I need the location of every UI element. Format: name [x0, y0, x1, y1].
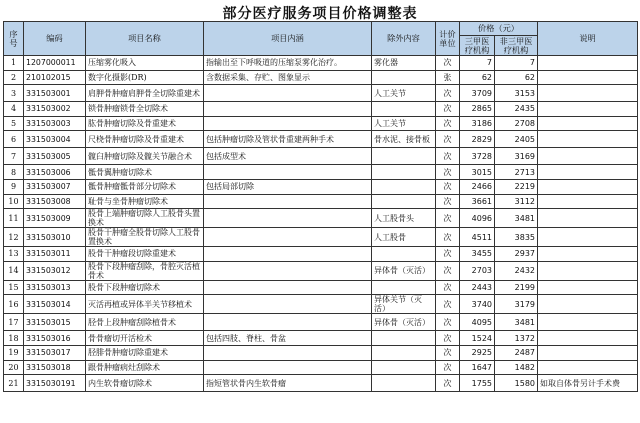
row-exclude	[372, 360, 436, 375]
row-exclude	[372, 247, 436, 262]
header-content: 项目内涵	[204, 22, 372, 56]
row-exclude: 骨水泥、接骨板	[372, 131, 436, 148]
row-unit: 次	[436, 116, 460, 131]
row-code: 331503008	[24, 194, 86, 209]
table-row	[4, 314, 638, 331]
row-exclude	[372, 194, 436, 209]
row-price-a: 4511	[460, 228, 495, 247]
row-unit: 次	[436, 295, 460, 314]
table-row	[4, 102, 638, 117]
row-unit: 次	[436, 314, 460, 331]
table-row	[4, 56, 638, 71]
row-name: 数字化摄影(DR)	[86, 70, 204, 85]
row-price-a: 3709	[460, 85, 495, 102]
row-name: 股骨下段肿瘤切除术	[86, 280, 204, 295]
row-note	[538, 85, 638, 102]
row-name: 股骨上端肿瘤切除人工股骨头置换术	[86, 209, 204, 228]
row-note	[538, 280, 638, 295]
table-row	[4, 209, 638, 228]
row-price-b: 2487	[495, 345, 538, 360]
row-note	[538, 209, 638, 228]
row-name: 内生软骨瘤切除术	[86, 375, 204, 392]
row-exclude	[372, 179, 436, 194]
row-price-a: 2925	[460, 345, 495, 360]
row-unit: 次	[436, 85, 460, 102]
row-exclude: 异体骨（灭活）	[372, 314, 436, 331]
row-exclude	[372, 102, 436, 117]
row-price-a: 1524	[460, 331, 495, 346]
row-code: 331503017	[24, 345, 86, 360]
row-seq: 16	[4, 295, 24, 314]
row-name: 跟骨肿瘤病灶刮除术	[86, 360, 204, 375]
row-name: 胫腓骨肿瘤切除重建术	[86, 345, 204, 360]
row-name: 骶骨翼肿瘤切除术	[86, 165, 204, 180]
row-price-a: 3455	[460, 247, 495, 262]
header-code: 编码	[24, 22, 86, 56]
row-unit: 次	[436, 247, 460, 262]
row-code: 331503018	[24, 360, 86, 375]
row-content	[204, 247, 372, 262]
row-name: 骨骨瘤切开活检术	[86, 331, 204, 346]
row-unit: 次	[436, 360, 460, 375]
row-content: 包括局部切除	[204, 179, 372, 194]
row-seq: 15	[4, 280, 24, 295]
table-row	[4, 331, 638, 346]
row-code: 331503001	[24, 85, 86, 102]
header-note: 说明	[538, 22, 638, 56]
table-row	[4, 70, 638, 85]
row-unit: 次	[436, 331, 460, 346]
row-seq: 2	[4, 70, 24, 85]
table-row	[4, 280, 638, 295]
row-exclude: 人工股骨	[372, 228, 436, 247]
table-row	[4, 247, 638, 262]
row-price-b: 2937	[495, 247, 538, 262]
row-price-a: 7	[460, 56, 495, 71]
row-name: 股骨干肿瘤段切除重建术	[86, 247, 204, 262]
row-exclude	[372, 165, 436, 180]
row-code: 331503002	[24, 102, 86, 117]
header-price-a: 三甲医疗机构	[460, 36, 495, 56]
row-note	[538, 165, 638, 180]
table-row	[4, 194, 638, 209]
row-seq: 1	[4, 56, 24, 71]
row-code: 331503012	[24, 261, 86, 280]
row-content	[204, 261, 372, 280]
row-unit: 张	[436, 70, 460, 85]
row-code: 331503014	[24, 295, 86, 314]
row-note	[538, 331, 638, 346]
row-code: 331503015	[24, 314, 86, 331]
row-price-b: 2405	[495, 131, 538, 148]
row-exclude	[372, 70, 436, 85]
row-unit: 次	[436, 261, 460, 280]
row-price-b: 3179	[495, 295, 538, 314]
row-seq: 8	[4, 165, 24, 180]
row-price-b: 2219	[495, 179, 538, 194]
row-price-b: 3481	[495, 209, 538, 228]
row-name: 胫骨上段肿瘤刮除植骨术	[86, 314, 204, 331]
row-unit: 次	[436, 228, 460, 247]
row-name: 肩胛骨肿瘤肩胛骨全切除重建术	[86, 85, 204, 102]
row-unit: 次	[436, 375, 460, 392]
row-exclude: 雾化器	[372, 56, 436, 71]
row-price-a: 3728	[460, 148, 495, 165]
row-seq: 6	[4, 131, 24, 148]
row-seq: 18	[4, 331, 24, 346]
row-seq: 9	[4, 179, 24, 194]
row-unit: 次	[436, 280, 460, 295]
row-exclude: 异体骨（灭活）	[372, 261, 436, 280]
row-exclude	[372, 331, 436, 346]
row-note	[538, 116, 638, 131]
row-content	[204, 116, 372, 131]
table-row	[4, 360, 638, 375]
table-row	[4, 295, 638, 314]
header-exclude: 除外内容	[372, 22, 436, 56]
row-price-a: 3186	[460, 116, 495, 131]
row-content	[204, 209, 372, 228]
row-seq: 21	[4, 375, 24, 392]
table-row	[4, 131, 638, 148]
row-price-a: 2703	[460, 261, 495, 280]
row-exclude	[372, 375, 436, 392]
row-note: 如取自体骨另计手术费	[538, 375, 638, 392]
row-seq: 3	[4, 85, 24, 102]
row-content	[204, 194, 372, 209]
row-content: 包括四肢、脊柱、骨盆	[204, 331, 372, 346]
row-content: 含数据采集、存贮、图象显示	[204, 70, 372, 85]
row-name: 股骨下段肿瘤刮除，骨腔灭活植骨术	[86, 261, 204, 280]
row-price-b: 1372	[495, 331, 538, 346]
table-row	[4, 85, 638, 102]
row-price-a: 2443	[460, 280, 495, 295]
row-seq: 17	[4, 314, 24, 331]
row-price-a: 2466	[460, 179, 495, 194]
row-content	[204, 85, 372, 102]
row-note	[538, 295, 638, 314]
row-name: 骶骨肿瘤骶骨部分切除术	[86, 179, 204, 194]
row-unit: 次	[436, 148, 460, 165]
row-note	[538, 148, 638, 165]
row-code: 331503006	[24, 165, 86, 180]
row-exclude	[372, 280, 436, 295]
table-row	[4, 228, 638, 247]
row-price-b: 3112	[495, 194, 538, 209]
row-price-a: 4096	[460, 209, 495, 228]
table-row	[4, 261, 638, 280]
row-price-a: 3661	[460, 194, 495, 209]
table-row	[4, 148, 638, 165]
row-seq: 4	[4, 102, 24, 117]
row-note	[538, 261, 638, 280]
row-note	[538, 70, 638, 85]
row-content	[204, 360, 372, 375]
row-content	[204, 295, 372, 314]
row-name: 锁骨肿瘤锁骨全切除术	[86, 102, 204, 117]
row-code: 331503011	[24, 247, 86, 262]
row-content: 包括肿瘤切除及管状骨重建两种手术	[204, 131, 372, 148]
row-price-a: 62	[460, 70, 495, 85]
row-price-b: 2199	[495, 280, 538, 295]
header-seq: 序号	[4, 22, 24, 56]
row-exclude	[372, 345, 436, 360]
row-seq: 12	[4, 228, 24, 247]
header-name: 项目名称	[86, 22, 204, 56]
row-exclude: 人工关节	[372, 116, 436, 131]
row-price-b: 1482	[495, 360, 538, 375]
row-code: 331503013	[24, 280, 86, 295]
row-name: 灭活再植或异体半关节移植术	[86, 295, 204, 314]
row-note	[538, 247, 638, 262]
row-note	[538, 360, 638, 375]
row-price-a: 2865	[460, 102, 495, 117]
row-unit: 次	[436, 194, 460, 209]
row-name: 肱骨肿瘤切除及骨重建术	[86, 116, 204, 131]
row-price-b: 2432	[495, 261, 538, 280]
row-note	[538, 228, 638, 247]
row-content: 指短管状骨内生软骨瘤	[204, 375, 372, 392]
row-exclude: 异体关节（灭活）	[372, 295, 436, 314]
table-row	[4, 116, 638, 131]
row-unit: 次	[436, 179, 460, 194]
row-content	[204, 314, 372, 331]
row-seq: 7	[4, 148, 24, 165]
row-note	[538, 102, 638, 117]
row-name: 尺桡骨肿瘤切除及骨重建术	[86, 131, 204, 148]
row-unit: 次	[436, 102, 460, 117]
row-seq: 13	[4, 247, 24, 262]
row-seq: 19	[4, 345, 24, 360]
row-price-a: 3740	[460, 295, 495, 314]
table-row	[4, 375, 638, 392]
row-name: 耻骨与坐骨肿瘤切除术	[86, 194, 204, 209]
row-price-a: 1647	[460, 360, 495, 375]
row-note	[538, 179, 638, 194]
row-unit: 次	[436, 56, 460, 71]
row-note	[538, 314, 638, 331]
row-unit: 次	[436, 209, 460, 228]
row-seq: 14	[4, 261, 24, 280]
row-content	[204, 345, 372, 360]
row-note	[538, 345, 638, 360]
price-table	[3, 21, 638, 392]
header-price-group: 价格（元）	[460, 22, 538, 36]
row-price-b: 1580	[495, 375, 538, 392]
row-name: 髋臼肿瘤切除及髋关节融合术	[86, 148, 204, 165]
row-unit: 次	[436, 345, 460, 360]
row-name: 股骨干肿瘤全股骨切除人工股骨置换术	[86, 228, 204, 247]
row-code: 331503010	[24, 228, 86, 247]
row-code: 331503005	[24, 148, 86, 165]
row-seq: 11	[4, 209, 24, 228]
row-note	[538, 131, 638, 148]
row-note	[538, 194, 638, 209]
header-unit: 计价单位	[436, 22, 460, 56]
row-price-a: 4095	[460, 314, 495, 331]
row-code: 331503007	[24, 179, 86, 194]
row-price-b: 3835	[495, 228, 538, 247]
row-price-a: 1755	[460, 375, 495, 392]
row-content: 包括成型术	[204, 148, 372, 165]
row-content	[204, 102, 372, 117]
table-body	[4, 56, 638, 392]
row-code: 331503003	[24, 116, 86, 131]
row-seq: 5	[4, 116, 24, 131]
row-price-b: 3481	[495, 314, 538, 331]
row-seq: 20	[4, 360, 24, 375]
row-content	[204, 228, 372, 247]
row-content: 指输出至下呼吸道的压缩泵雾化治疗。	[204, 56, 372, 71]
row-note	[538, 56, 638, 71]
row-price-b: 2713	[495, 165, 538, 180]
row-exclude: 人工关节	[372, 85, 436, 102]
row-exclude: 人工股骨头	[372, 209, 436, 228]
row-code: 210102015	[24, 70, 86, 85]
row-code: 3315030191	[24, 375, 86, 392]
row-code: 1207000011	[24, 56, 86, 71]
row-content	[204, 165, 372, 180]
row-price-b: 7	[495, 56, 538, 71]
header-price-b: 非三甲医疗机构	[495, 36, 538, 56]
row-code: 331503016	[24, 331, 86, 346]
row-price-b: 2435	[495, 102, 538, 117]
row-content	[204, 280, 372, 295]
table-row	[4, 345, 638, 360]
row-price-a: 2829	[460, 131, 495, 148]
row-unit: 次	[436, 165, 460, 180]
row-price-b: 2708	[495, 116, 538, 131]
row-code: 331503009	[24, 209, 86, 228]
row-price-b: 62	[495, 70, 538, 85]
row-seq: 10	[4, 194, 24, 209]
row-exclude	[372, 148, 436, 165]
row-price-b: 3169	[495, 148, 538, 165]
table-row	[4, 165, 638, 180]
row-price-b: 3153	[495, 85, 538, 102]
row-code: 331503004	[24, 131, 86, 148]
row-unit: 次	[436, 131, 460, 148]
table-row	[4, 179, 638, 194]
row-price-a: 3015	[460, 165, 495, 180]
page-title: 部分医疗服务项目价格调整表	[222, 6, 418, 22]
row-name: 压缩雾化吸入	[86, 56, 204, 71]
